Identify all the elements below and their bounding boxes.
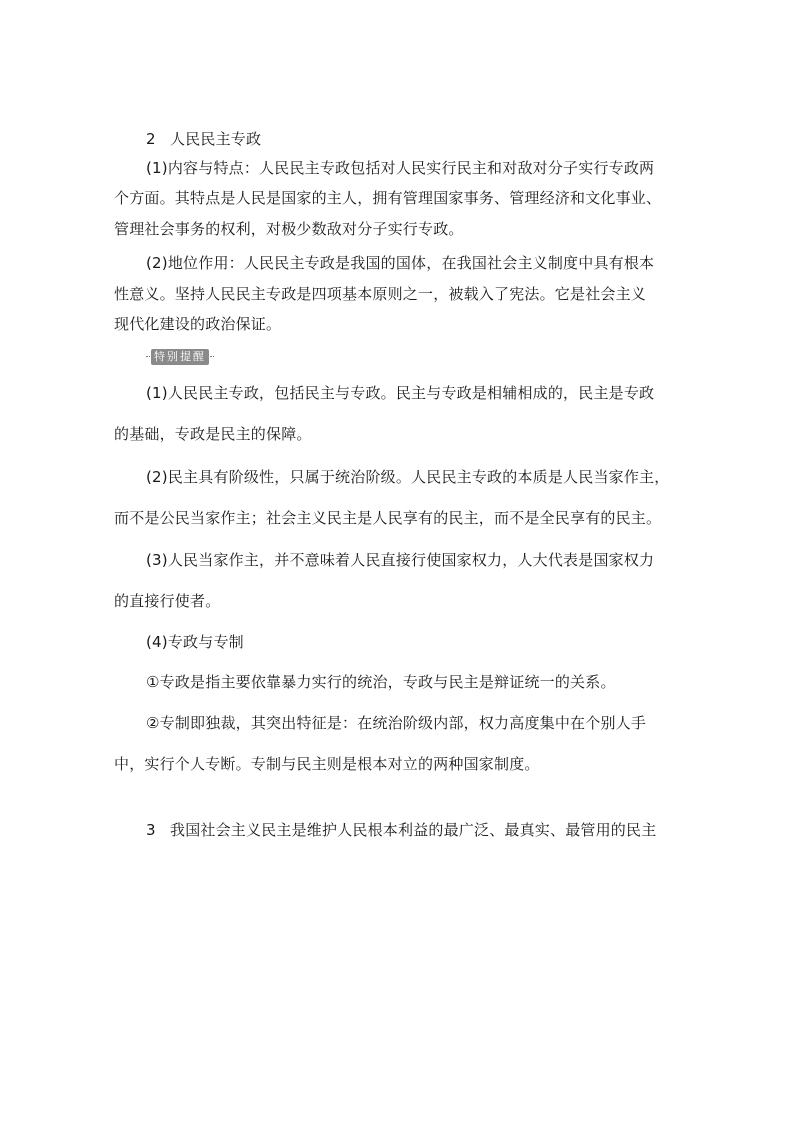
badge-dots-right	[210, 356, 214, 358]
tip-item-4-sub1: ①专政是指主要依靠暴力实行的统治，专政与民主是辩证统一的关系。	[146, 673, 616, 691]
tip-item-1-line2: 的基础，专政是民主的保障。	[114, 425, 312, 443]
section-3-number: 3	[146, 821, 156, 839]
section-2-p1-line1: (1)内容与特点：人民民主专政包括对人民实行民主和对敌对分子实行专政两	[146, 159, 655, 177]
tip-badge	[146, 349, 214, 365]
tip-item-2-line2: 而不是公民当家作主；社会主义民主是人民享有的民主，而不是全民享有的民主。	[114, 509, 662, 527]
section-2-number: 2	[146, 130, 156, 148]
tip-item-4-sub2-line1: ②专制即独裁，其突出特征是：在统治阶级内部，权力高度集中在个别人手	[146, 714, 647, 732]
section-3-title: 我国社会主义民主是维护人民根本利益的最广泛、最真实、最管用的民主	[170, 821, 657, 839]
section-3-heading	[146, 820, 716, 840]
tip-item-3-line2: 的直接行使者。	[114, 592, 221, 610]
tip-item-1-line1: (1)人民民主专政，包括民主与专政。民主与专政是相辅相成的，民主是专政	[146, 384, 655, 402]
tip-badge-label: 特别提醒	[151, 349, 209, 365]
section-2-p2-line2: 性意义。坚持人民民主专政是四项基本原则之一，被载入了宪法。它是社会主义	[114, 285, 647, 303]
tip-item-2-line1: (2)民主具有阶级性，只属于统治阶级。人民民主专政的本质是人民当家作主，	[146, 468, 670, 486]
section-2-p2-line3: 现代化建设的政治保证。	[114, 315, 282, 333]
tip-item-4-title: (4)专政与专制	[146, 633, 244, 651]
section-2-p2-line1: (2)地位作用：人民民主专政是我国的国体，在我国社会主义制度中具有根本	[146, 254, 655, 272]
section-2-p1-line3: 管理社会事务的权利，对极少数敌对分子实行专政。	[114, 220, 464, 238]
section-2-p1-line2: 个方面。其特点是人民是国家的主人，拥有管理国家事务、管理经济和文化事业、	[114, 189, 662, 207]
tip-item-4-sub2-line2: 中，实行个人专断。专制与民主则是根本对立的两种国家制度。	[114, 755, 540, 773]
section-2-heading	[146, 129, 716, 149]
badge-dots-left	[146, 356, 150, 358]
section-2-title: 人民民主专政	[170, 130, 262, 148]
tip-item-3-line1: (3)人民当家作主，并不意味着人民直接行使国家权力，人大代表是国家权力	[146, 551, 655, 569]
